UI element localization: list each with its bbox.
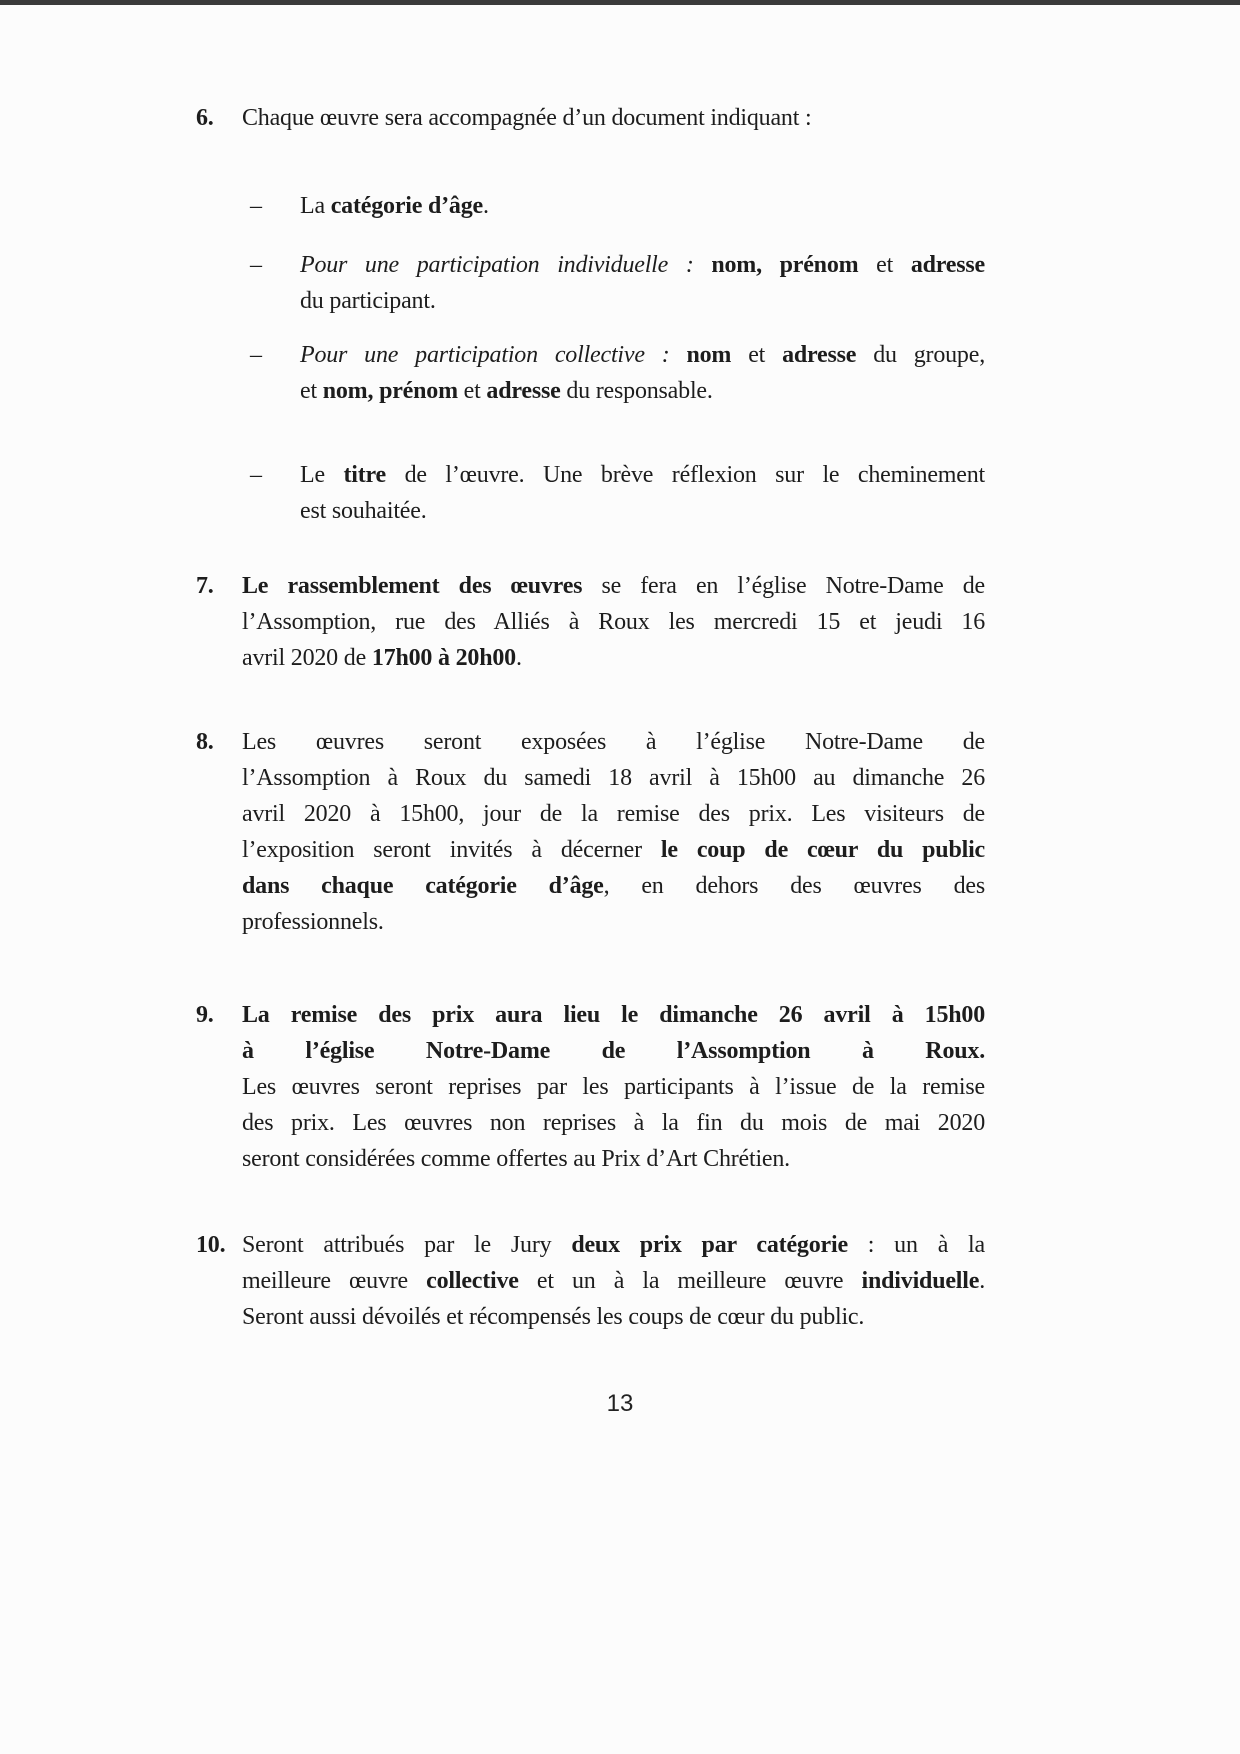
list-item-9 — [196, 997, 985, 1177]
item-number: 7. — [196, 573, 214, 599]
text-line — [242, 1227, 985, 1263]
text-run: Les œuvres seront reprises par les participants à l’issue de la remise — [242, 1074, 985, 1100]
text-line — [242, 904, 985, 940]
text-run: des prix. Les œuvres non reprises à la fin du mois de mai 2020 — [242, 1110, 985, 1136]
text-run: collective — [426, 1268, 519, 1294]
text-run: se fera en l’église Notre-Dame de — [582, 573, 985, 599]
text-run: deux prix par catégorie — [571, 1232, 848, 1258]
text-run: nom — [686, 342, 732, 368]
text-run: l’Assomption, rue des Alliés à Roux les mercredi 15 et jeudi 16 — [242, 609, 985, 635]
paragraph — [242, 724, 985, 940]
item-body — [242, 724, 985, 940]
text-run: Seront attribués par le Jury — [242, 1232, 572, 1258]
text-run: et — [731, 342, 783, 368]
paragraph — [242, 997, 985, 1177]
text-line — [300, 457, 985, 493]
text-run: du groupe, — [856, 342, 985, 368]
text-run: et — [457, 378, 487, 404]
text-run: Le rassemblement des œuvres — [242, 573, 583, 599]
text-line — [242, 1105, 985, 1141]
list-item-6 — [196, 100, 985, 529]
text-run: : un à la — [847, 1232, 985, 1258]
text-line — [242, 997, 985, 1033]
text-run: meilleure œuvre — [242, 1268, 427, 1294]
dash-bullet: – — [250, 252, 262, 278]
bullet-list — [242, 188, 985, 529]
text-run: nom, prénom — [711, 252, 859, 278]
paragraph — [242, 568, 985, 676]
text-run: le coup de cœur du public — [660, 837, 985, 863]
text-run: titre — [343, 462, 387, 488]
text-line — [242, 568, 985, 604]
paragraph — [242, 100, 985, 136]
dash-bullet: – — [250, 342, 262, 368]
text-run: est souhaitée. — [300, 498, 427, 524]
text-run: adresse — [910, 252, 985, 278]
text-line — [242, 832, 985, 868]
text-run: du participant. — [300, 288, 436, 314]
text-line — [300, 493, 985, 529]
bullet-text — [300, 188, 985, 224]
text-line — [242, 1299, 985, 1335]
text-line — [242, 760, 985, 796]
text-run: dans chaque catégorie d’âge — [242, 873, 604, 899]
bullet-text — [300, 457, 985, 529]
text-run: Pour une participation collective : — [300, 342, 687, 368]
text-run: individuelle — [861, 1268, 980, 1294]
item-body — [242, 568, 985, 676]
bullet-item — [242, 457, 985, 529]
text-line — [242, 640, 985, 676]
text-run: . — [979, 1268, 985, 1294]
bullet-text — [300, 247, 985, 319]
list-item-7 — [196, 568, 985, 676]
text-line — [300, 247, 985, 283]
item-number: 6. — [196, 105, 214, 131]
text-line — [300, 283, 985, 319]
text-line — [242, 724, 985, 760]
text-run: et — [300, 378, 323, 404]
text-run: 17h00 à 20h00 — [371, 645, 516, 671]
text-run: avril 2020 de — [242, 645, 372, 671]
text-run: La — [300, 193, 331, 219]
text-run: de l’œuvre. Une brève réflexion sur le cheminement — [386, 462, 986, 488]
text-run: La remise des prix aura lieu le dimanche 26 avril à 15h00 — [242, 1002, 985, 1028]
text-line — [242, 1263, 985, 1299]
bullet-text — [300, 337, 985, 409]
text-line — [242, 1141, 985, 1177]
dash-bullet: – — [250, 462, 262, 488]
paragraph — [242, 1227, 985, 1335]
list-item-10 — [196, 1227, 985, 1335]
bullet-item — [242, 247, 985, 319]
text-line — [242, 1069, 985, 1105]
text-run: et un à la meilleure œuvre — [518, 1268, 862, 1294]
text-run: . — [482, 193, 489, 219]
text-run: avril 2020 à 15h00, jour de la remise des prix. Les visiteurs de — [242, 801, 985, 827]
text-run: Pour une participation individuelle : — [300, 252, 712, 278]
text-run: catégorie d’âge — [330, 193, 483, 219]
text-run: adresse — [486, 378, 561, 404]
text-run: Seront aussi dévoilés et récompensés les coups de cœur du public. — [242, 1304, 865, 1330]
text-run: et — [858, 252, 911, 278]
text-run: l’exposition seront invités à décerner — [242, 837, 661, 863]
text-run: , en dehors des œuvres des — [603, 873, 985, 899]
text-run: nom, prénom — [322, 378, 458, 404]
page-number: 13 — [606, 1390, 634, 1417]
text-line — [242, 604, 985, 640]
item-number: 9. — [196, 1002, 214, 1028]
item-number: 10. — [196, 1232, 226, 1258]
text-run: seront considérées comme offertes au Prix d’Art Chrétien. — [242, 1146, 790, 1172]
text-line — [242, 868, 985, 904]
text-run: du responsable. — [560, 378, 713, 404]
text-run: Les œuvres seront exposées à l’église Notre-Dame de — [242, 729, 985, 755]
item-body — [242, 997, 985, 1177]
text-run: Chaque œuvre sera accompagnée d’un document indiquant : — [242, 105, 812, 131]
text-run: à l’église Notre-Dame de l’Assomption à Roux. — [242, 1038, 985, 1064]
text-line — [242, 796, 985, 832]
text-run: adresse — [782, 342, 857, 368]
item-body — [242, 1227, 985, 1335]
bullet-item — [242, 188, 985, 224]
dash-bullet: – — [250, 193, 262, 219]
text-line — [242, 100, 985, 136]
text-line — [300, 373, 985, 409]
bullet-item — [242, 337, 985, 409]
item-body — [242, 100, 985, 529]
text-run: . — [515, 645, 522, 671]
scan-edge-artifact — [0, 0, 1240, 5]
list-item-8 — [196, 724, 985, 940]
item-number: 8. — [196, 729, 214, 755]
text-line — [300, 188, 985, 224]
text-run: Le — [300, 462, 344, 488]
text-run: l’Assomption à Roux du samedi 18 avril à 15h00 au dimanche 26 — [242, 765, 985, 791]
text-run: professionnels. — [242, 909, 384, 935]
text-line — [300, 337, 985, 373]
text-line — [242, 1033, 985, 1069]
